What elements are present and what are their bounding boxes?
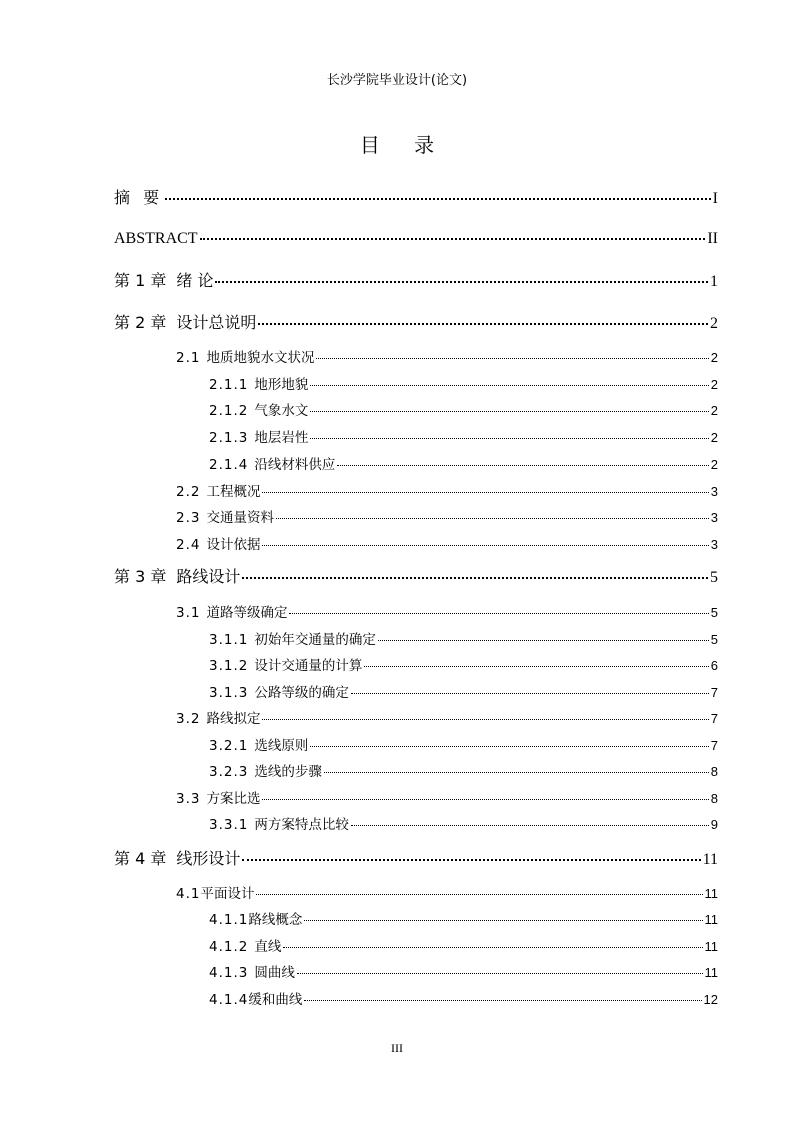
toc-entry-number: 3.3 xyxy=(176,791,201,807)
toc-entry-label: 摘 要 xyxy=(114,188,164,207)
toc-entry-label: 气象水文 xyxy=(254,403,309,419)
toc-entry-section[interactable] xyxy=(176,790,718,808)
toc-entry-label: 直线 xyxy=(254,939,282,955)
toc-entry-label: 公路等级的确定 xyxy=(254,685,349,701)
toc-entry-section[interactable] xyxy=(176,483,718,501)
dot-leader xyxy=(310,385,708,386)
toc-entry-abstract-cn[interactable] xyxy=(114,187,718,210)
toc-entry-number: 3.1.2 xyxy=(209,658,249,674)
toc-entry-section[interactable] xyxy=(176,349,718,367)
toc-entry-number: 第 4 章 xyxy=(114,849,167,868)
dot-leader xyxy=(215,281,708,283)
dot-leader xyxy=(262,492,708,493)
toc-entry-page: 7 xyxy=(710,738,718,753)
toc-entry-label: 交通量资料 xyxy=(206,510,274,526)
toc-entry-label: 绪 论 xyxy=(176,271,214,290)
dot-leader xyxy=(200,238,706,240)
dot-leader xyxy=(351,693,709,694)
toc-entry-page: 11 xyxy=(704,939,718,954)
toc-entry-number: 3.2.1 xyxy=(209,738,249,754)
toc-entry-number: 2.1.3 xyxy=(209,430,249,446)
toc-entry-section[interactable] xyxy=(176,536,718,554)
toc-entry-subsection[interactable] xyxy=(209,763,718,781)
toc-entry-section[interactable] xyxy=(176,509,718,527)
toc-entry-number: 第 1 章 xyxy=(114,271,167,290)
toc-entry-page: 2 xyxy=(710,350,718,365)
toc-entry-chapter-1[interactable] xyxy=(114,270,718,293)
toc-entry-page: 5 xyxy=(710,632,718,647)
dot-leader xyxy=(258,323,708,325)
toc-entry-page: I xyxy=(712,190,718,207)
page-number: III xyxy=(391,1041,403,1055)
toc-entry-subsection[interactable] xyxy=(209,684,718,702)
toc-entry-page: 1 xyxy=(710,273,718,290)
dot-leader xyxy=(283,947,702,948)
toc-entry-page: 2 xyxy=(710,377,718,392)
dot-leader xyxy=(304,920,702,921)
toc-entry-page: 8 xyxy=(710,764,718,779)
dot-leader xyxy=(310,438,708,439)
toc-entry-number: 第 2 章 xyxy=(114,313,167,332)
dot-leader xyxy=(242,859,700,861)
toc-entry-label: ABSTRACT xyxy=(114,230,198,247)
dot-leader xyxy=(310,411,708,412)
dot-leader xyxy=(316,358,708,359)
toc-entry-section[interactable] xyxy=(176,885,718,903)
toc-entry-number: 2.1.4 xyxy=(209,457,249,473)
toc-entry-label: 平面设计 xyxy=(200,886,255,902)
toc-entry-page: 12 xyxy=(703,992,718,1007)
dot-leader xyxy=(378,640,709,641)
toc-entry-number: 2.3 xyxy=(176,510,201,526)
toc-entry-label: 两方案特点比较 xyxy=(254,817,349,833)
toc-entry-page: 11 xyxy=(704,886,718,901)
dot-leader xyxy=(351,825,709,826)
toc-entry-page: 7 xyxy=(710,685,718,700)
toc-entry-abstract-en[interactable] xyxy=(114,228,718,250)
toc-entry-subsection[interactable] xyxy=(209,456,718,474)
toc-entry-subsection[interactable] xyxy=(209,991,718,1009)
dot-leader xyxy=(310,746,708,747)
toc-entry-number: 4.1.3 xyxy=(209,965,249,981)
dot-leader xyxy=(324,772,709,773)
toc-entry-label: 初始年交通量的确定 xyxy=(254,632,376,648)
toc-entry-page: 2 xyxy=(710,403,718,418)
toc-entry-page: 6 xyxy=(710,658,718,673)
toc-entry-number: 3.2.3 xyxy=(209,764,249,780)
toc-entry-label: 圆曲线 xyxy=(254,965,295,981)
toc-entry-number: 2.1.1 xyxy=(209,377,249,393)
toc-entry-page: 3 xyxy=(710,510,718,525)
dot-leader xyxy=(256,894,702,895)
toc-entry-subsection[interactable] xyxy=(209,816,718,834)
dot-leader xyxy=(165,198,711,200)
toc-title: 目 录 xyxy=(359,133,449,157)
toc-entry-subsection[interactable] xyxy=(209,657,718,675)
toc-entry-label: 路线设计 xyxy=(176,567,241,586)
toc-entry-page: 3 xyxy=(710,537,718,552)
toc-entry-label: 地层岩性 xyxy=(254,430,309,446)
toc-entry-number: 2.1.2 xyxy=(209,403,249,419)
toc-entry-number: 4.1.4 xyxy=(209,992,249,1008)
toc-entry-page: 9 xyxy=(710,817,718,832)
toc-entry-chapter-2[interactable] xyxy=(114,312,718,335)
toc-entry-number: 2.4 xyxy=(176,537,201,553)
toc-entry-label: 方案比选 xyxy=(206,791,261,807)
toc-entry-page: 11 xyxy=(704,912,718,927)
toc-entry-number: 3.1 xyxy=(176,605,201,621)
toc-entry-page: 11 xyxy=(702,851,718,868)
toc-entry-subsection[interactable] xyxy=(209,938,718,956)
toc-entry-page: 2 xyxy=(710,457,718,472)
dot-leader xyxy=(337,465,708,466)
toc-entry-page: 11 xyxy=(704,965,718,980)
toc-entry-chapter-3[interactable] xyxy=(114,566,718,589)
toc-entry-label: 设计交通量的计算 xyxy=(254,658,363,674)
dot-leader xyxy=(262,545,708,546)
toc-entry-label: 工程概况 xyxy=(206,484,261,500)
running-header: 长沙学院毕业设计(论文) xyxy=(326,73,468,88)
toc-entry-label: 设计依据 xyxy=(206,537,261,553)
toc-entry-label: 路线拟定 xyxy=(206,711,261,727)
toc-entry-page: 5 xyxy=(710,569,718,586)
toc-entry-section[interactable] xyxy=(176,710,718,728)
toc-entry-page: 8 xyxy=(710,791,718,806)
dot-leader xyxy=(297,973,703,974)
dot-leader xyxy=(262,799,708,800)
toc-entry-subsection[interactable] xyxy=(209,429,718,447)
toc-entry-page: 5 xyxy=(710,605,718,620)
toc-entry-subsection[interactable] xyxy=(209,737,718,755)
toc-entry-page: 2 xyxy=(710,430,718,445)
toc-entry-number: 4.1.2 xyxy=(209,939,249,955)
toc-entry-chapter-4[interactable] xyxy=(114,848,718,871)
toc-entry-label: 路线概念 xyxy=(248,912,303,928)
toc-entry-number: 3.2 xyxy=(176,711,201,727)
toc-entry-number: 4.1.1 xyxy=(209,912,249,928)
toc-entry-label: 线形设计 xyxy=(176,849,241,868)
toc-entry-page: II xyxy=(707,230,718,247)
toc-entry-page: 7 xyxy=(710,711,718,726)
toc-entry-number: 4.1 xyxy=(176,886,201,902)
dot-leader xyxy=(364,666,708,667)
toc-entry-subsection[interactable] xyxy=(209,911,718,929)
toc-entry-label: 沿线材料供应 xyxy=(254,457,336,473)
toc-entry-label: 选线原则 xyxy=(254,738,309,754)
toc-entry-number: 2.1 xyxy=(176,350,201,366)
dot-leader xyxy=(262,719,708,720)
toc-entry-label: 地质地貌水文状况 xyxy=(206,350,315,366)
toc-entry-label: 缓和曲线 xyxy=(248,992,303,1008)
toc-entry-subsection[interactable] xyxy=(209,376,718,394)
dot-leader xyxy=(276,518,709,519)
toc-entry-subsection[interactable] xyxy=(209,631,718,649)
toc-entry-label: 选线的步骤 xyxy=(254,764,322,780)
toc-entry-subsection[interactable] xyxy=(209,402,718,420)
toc-entry-number: 3.1.1 xyxy=(209,632,249,648)
toc-entry-page: 2 xyxy=(710,315,718,332)
toc-entry-label: 设计总说明 xyxy=(176,313,257,332)
toc-entry-number: 2.2 xyxy=(176,484,201,500)
dot-leader xyxy=(289,613,708,614)
toc-entry-page: 3 xyxy=(710,484,718,499)
toc-entry-number: 第 3 章 xyxy=(114,567,167,586)
toc-entry-label: 道路等级确定 xyxy=(206,605,288,621)
dot-leader xyxy=(304,1000,701,1001)
dot-leader xyxy=(242,577,708,579)
toc-entry-label: 地形地貌 xyxy=(254,377,309,393)
toc-entry-number: 3.3.1 xyxy=(209,817,249,833)
toc-entry-section[interactable] xyxy=(176,604,718,622)
toc-entry-subsection[interactable] xyxy=(209,964,718,982)
toc-entry-number: 3.1.3 xyxy=(209,685,249,701)
